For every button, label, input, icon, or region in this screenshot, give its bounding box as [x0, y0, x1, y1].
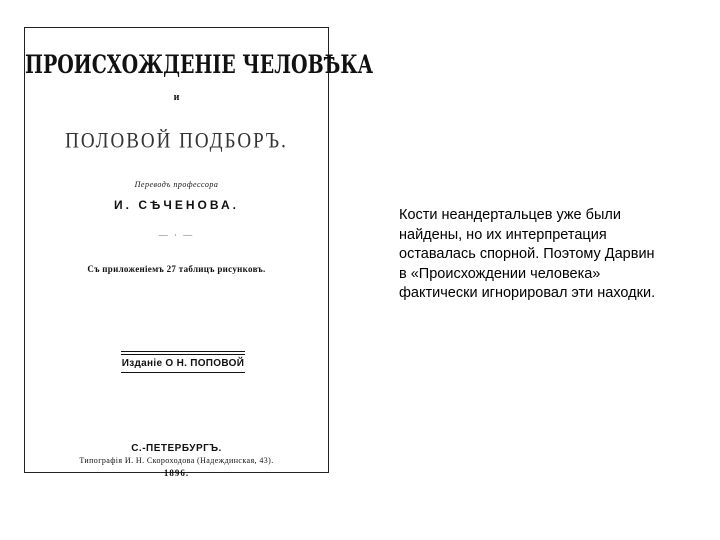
book-year: 1896.: [163, 468, 190, 478]
book-printer: Типографія И. Н. Скороходова (Надеждинская, 43).: [79, 456, 274, 465]
book-subtitle: ПОЛОВОЙ ПОДБОРЪ.: [65, 129, 288, 154]
caption-line: найдены, но их интерпретация: [399, 226, 607, 243]
slide-caption: [399, 206, 699, 304]
book-author: И. СѢЧЕНОВА.: [114, 198, 239, 212]
edition-rule-top-inner: [121, 354, 245, 355]
edition-rule-bottom: [121, 372, 245, 373]
caption-line: Кости неандертальцев уже были: [399, 207, 621, 223]
book-city: С.-ПЕТЕРБУРГЪ.: [131, 443, 222, 454]
book-title-page-image: [24, 27, 374, 478]
caption-line: в «Происхождении человека»: [399, 265, 601, 282]
book-separator: — · —: [158, 230, 195, 240]
book-conjunction: и: [173, 92, 180, 103]
edition-rule-top: [121, 351, 245, 352]
caption-line: фактически игнорировал эти находки.: [399, 285, 656, 301]
book-edition: Изданіе О Н. ПОПОВОЙ: [121, 358, 245, 369]
caption-line: оставалась спорной. Поэтому Дарвин: [399, 246, 655, 262]
book-appendix-note: Съ приложеніемъ 27 таблицъ рисунковъ.: [87, 264, 266, 274]
book-edition-box: [121, 351, 245, 373]
book-translator-line: Переводъ профессора: [134, 180, 219, 189]
book-title: ПРОИСХОЖДЕНІЕ ЧЕЛОВѢКА: [25, 50, 374, 80]
